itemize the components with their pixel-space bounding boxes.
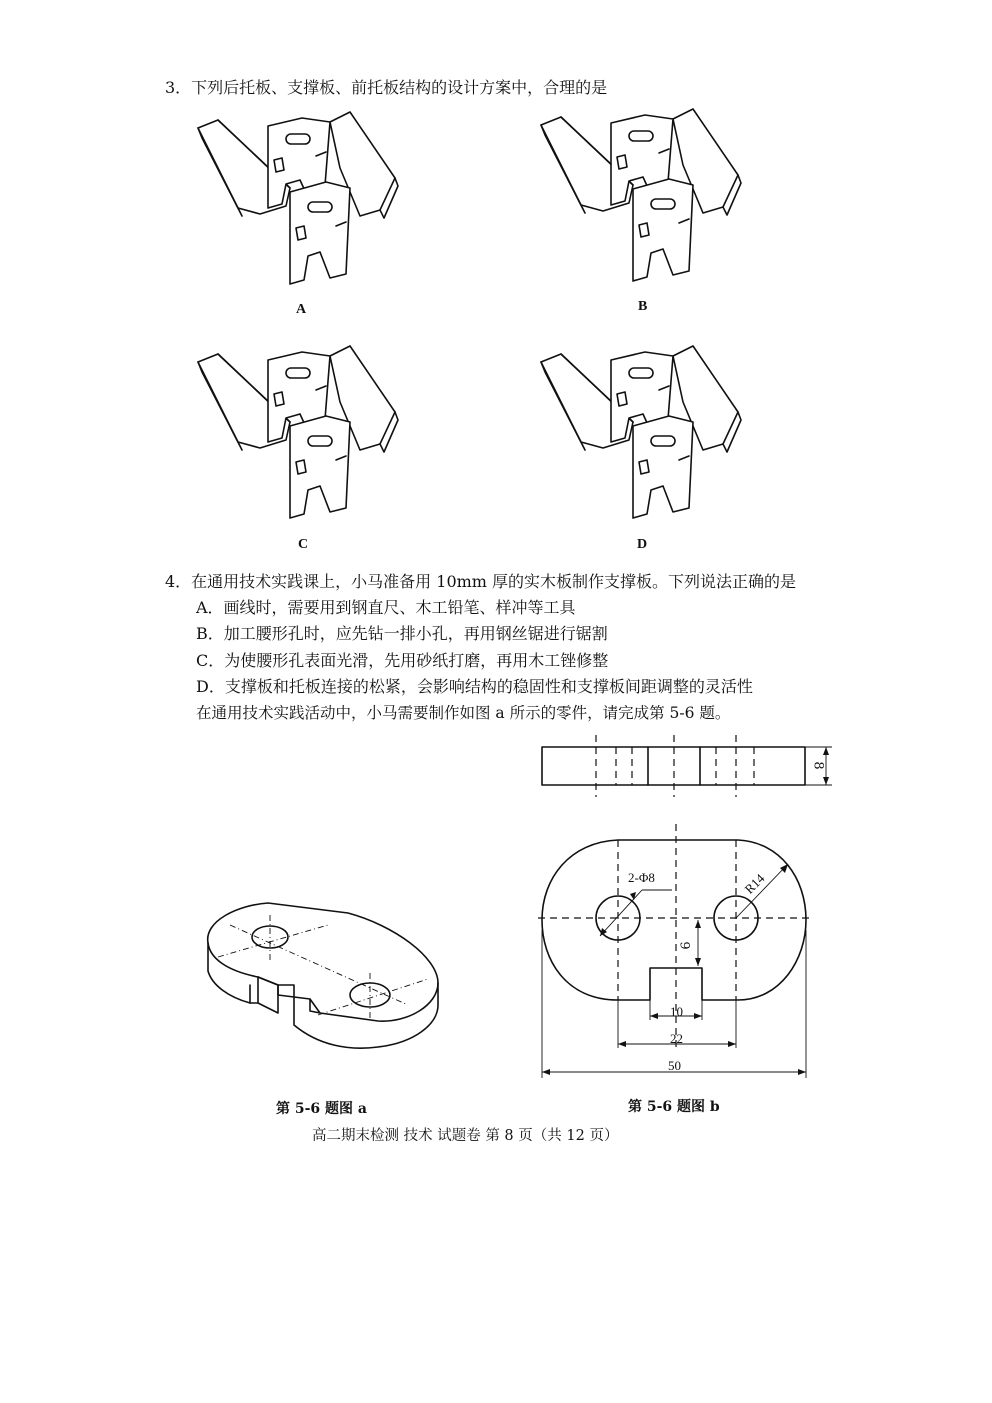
option-c-label: C — [298, 537, 309, 552]
option-a-sketch — [190, 108, 415, 288]
option-c-sketch — [190, 342, 415, 522]
q4-stem: 4．在通用技术实践课上，小马准备用 10mm 厚的实木板制作支撑板。下列说法正确的是 — [165, 572, 797, 591]
page-footer: 高二期末检测 技术 试题卷 第 8 页（共 12 页） — [312, 1128, 619, 1144]
dim-thickness: 8 — [810, 761, 826, 770]
dim-slot-depth: 9 — [676, 941, 692, 950]
option-d-sketch — [533, 342, 758, 522]
dim-overall-length: 50 — [668, 1058, 681, 1073]
q4-choice-c: C．为使腰形孔表面光滑，先用砂纸打磨，再用木工锉修整 — [196, 651, 609, 670]
option-b-label: B — [638, 299, 648, 314]
dim-slot-width: 10 — [670, 1004, 683, 1019]
figure-b-top-view — [530, 735, 840, 805]
q3-stem: 3．下列后托板、支撑板、前托板结构的设计方案中，合理的是 — [165, 78, 608, 97]
option-b-sketch — [533, 105, 758, 285]
q4-choice-d: D．支撑板和托板连接的松紧，会影响结构的稳固性和支撑板间距调整的灵活性 — [196, 677, 753, 696]
figure-a-caption: 第 5-6 题图 a — [276, 1101, 367, 1117]
option-a-label: A — [296, 302, 307, 317]
figure-a-isometric — [198, 885, 448, 1060]
figure-b-front-view — [530, 820, 830, 1090]
q4-choice-a: A．画线时，需要用到钢直尺、木工铅笔、样冲等工具 — [196, 598, 576, 617]
dim-hole-spacing: 22 — [670, 1031, 683, 1046]
q4-choice-b: B．加工腰形孔时，应先钻一排小孔，再用钢丝锯进行锯割 — [196, 624, 608, 643]
option-d-label: D — [637, 537, 648, 552]
dim-radius: R14 — [741, 870, 768, 897]
dim-holes: 2-Φ8 — [628, 870, 655, 885]
figure-b-caption: 第 5-6 题图 b — [628, 1099, 720, 1115]
q5-6-intro: 在通用技术实践活动中，小马需要制作如图 a 所示的零件，请完成第 5-6 题。 — [196, 704, 731, 722]
